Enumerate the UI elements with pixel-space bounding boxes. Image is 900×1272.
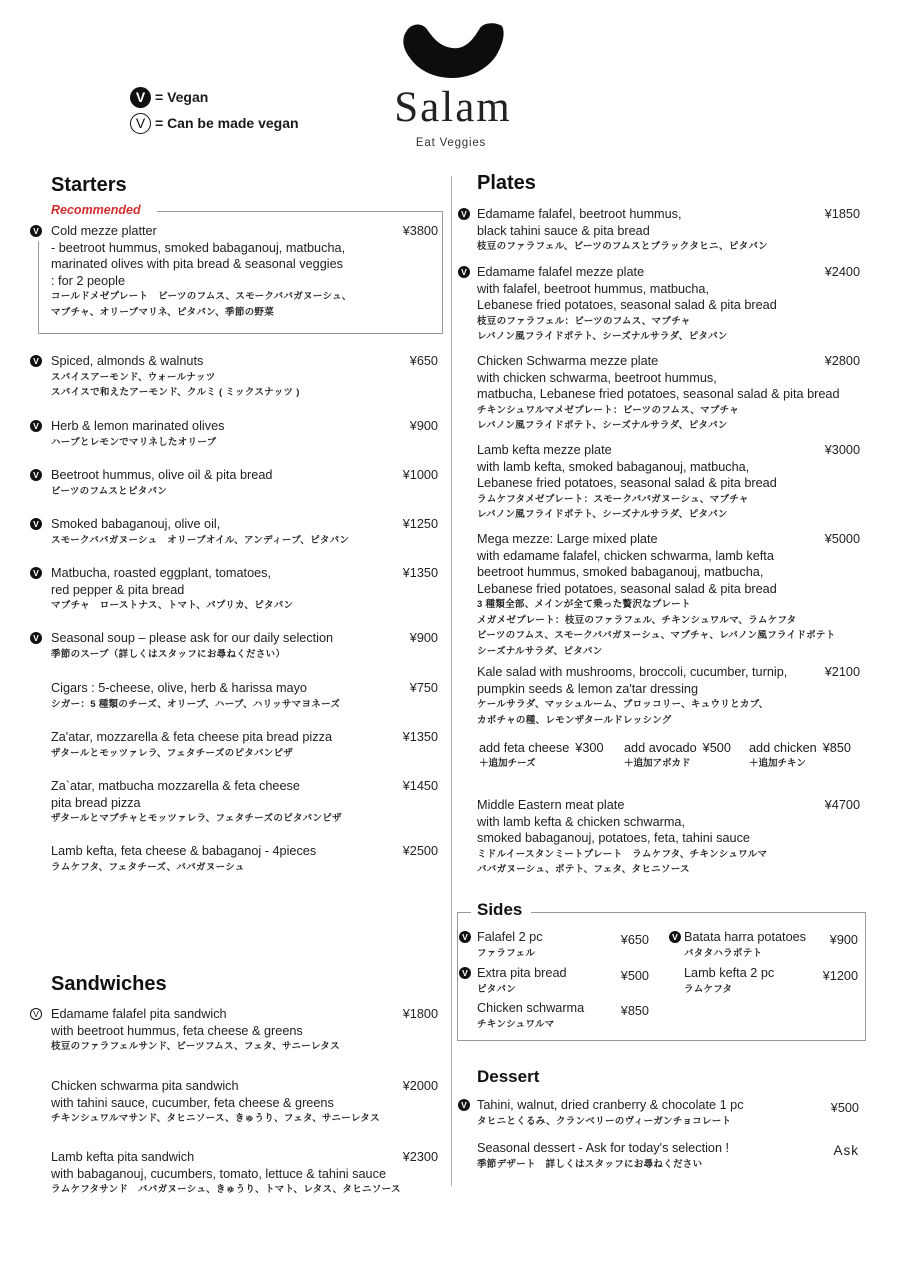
addon-price: ¥300 (575, 741, 604, 755)
item-name: Chicken Schwarma mezze plate (477, 354, 659, 368)
addon-item (479, 740, 604, 771)
item-name: Edamame falafel pita sandwich (51, 1007, 227, 1021)
brand-tagline: Eat Veggies (415, 137, 487, 149)
item-japanese: メガメゼプレート：枝豆のファラフェル、チキンシュワルマ、ラムケフタ (477, 614, 797, 626)
item-price: ¥900 (829, 933, 858, 947)
brush-stroke-smile-icon (398, 20, 508, 82)
vegan-icon: V (458, 1099, 470, 1111)
item-name: Batata harra potatoes (684, 930, 807, 944)
menu-item (33, 516, 438, 548)
legend-vegan (130, 84, 299, 110)
item-name: Lamb kefta pita sandwich (51, 1150, 195, 1164)
item-price: ¥500 (830, 1101, 859, 1115)
menu-item (51, 843, 438, 875)
dessert-title: Dessert (477, 1067, 540, 1086)
vegan-icon: V (30, 632, 42, 644)
item-japanese: スモークババガヌーシュ オリーブオイル、アンディーブ、ピタパン (51, 534, 350, 546)
legend-can-be-vegan (130, 110, 299, 136)
item-name: Edamame falafel mezze plate (477, 265, 645, 279)
item-description: smoked babaganouj, potatoes, feta, tahini sauce (477, 831, 750, 845)
item-japanese: バタタハラポテト (684, 947, 763, 959)
item-japanese: ババガヌーシュ、ポテト、フェタ、タヒニソース (477, 864, 690, 875)
can-be-vegan-icon: V (130, 113, 151, 134)
menu-item (477, 664, 860, 728)
recommended-box-border (38, 241, 39, 334)
item-japanese: マブチャ ローストナス、トマト、パプリカ、ピタパン (51, 600, 294, 611)
vegan-icon: V (458, 208, 470, 220)
item-japanese: ミドルイースタンミートプレート ラムケフタ、チキンシュワルマ (477, 848, 768, 860)
starters-title: Starters (51, 174, 127, 196)
item-description: - beetroot hummus, smoked babaganouj, matbucha, (51, 240, 346, 255)
item-japanese: レバノン風フライドポテト、シーズナルサラダ、ピタパン (477, 331, 728, 342)
item-japanese: ビーツのフムス、スモークババガヌーシュ、マブチャ、レバノン風フライドポテト (477, 630, 836, 641)
item-name: Edamame falafel, beetroot hummus, (477, 207, 682, 221)
item-japanese: ザタールとモッツァレラ、フェタチーズのピタパンピザ (51, 747, 294, 759)
recommended-label: Recommended (51, 203, 141, 217)
menu-item (477, 442, 860, 523)
item-japanese: カボチャの種、レモンザタールドレッシング (477, 714, 672, 726)
menu-item (33, 565, 438, 614)
item-japanese: マブチャ、オリーブマリネ、ピタパン、季節の野菜 (51, 306, 275, 318)
item-japanese: 枝豆のファラフェル、ビーツのフムスとブラックタヒニ、ピタパン (477, 241, 768, 252)
item-japanese: コールドメゼプレート ビーツのフムス、スモークババガヌーシュ、 (51, 291, 352, 302)
addon-price: ¥850 (822, 741, 851, 755)
item-description: with lamb kefta, smoked babaganouj, matbucha, (477, 459, 750, 474)
item-name: Beetroot hummus, olive oil & pita bread (51, 468, 273, 482)
item-description: Lebanese fried potatoes, seasonal salad & pita bread (477, 298, 777, 312)
item-price: ¥2300 (402, 1150, 438, 1164)
addon-name: add chicken (749, 741, 817, 755)
item-name: Chicken schwarma pita sandwich (51, 1079, 239, 1093)
brand-name: Salam (394, 84, 512, 131)
addon-name: add avocado (624, 741, 697, 755)
plates-title: Plates (477, 172, 536, 194)
addon-japanese: ＋追加チキン (749, 758, 806, 769)
column-divider (451, 176, 452, 1186)
vegan-icon: V (30, 355, 42, 367)
menu-item (51, 778, 438, 827)
menu-item (51, 1078, 438, 1127)
item-price: ¥1450 (402, 779, 438, 793)
item-price: ¥2800 (824, 354, 860, 368)
recommended-box-border (157, 211, 443, 212)
vegan-icon: V (30, 225, 42, 237)
item-description: with beetroot hummus, feta cheese & greens (51, 1023, 303, 1038)
sides-title: Sides (477, 900, 523, 919)
vegan-icon: V (30, 567, 42, 579)
addon-japanese: ＋追加チーズ (479, 758, 536, 769)
legend-can-be-vegan-label: = Can be made vegan (155, 115, 299, 131)
item-description: Lebanese fried potatoes, seasonal salad & pita bread (477, 581, 777, 596)
menu-item (51, 1149, 438, 1198)
item-price: ¥1350 (402, 730, 438, 744)
item-name: Herb & lemon marinated olives (51, 419, 225, 433)
addon-price: ¥500 (702, 741, 731, 755)
menu-item (477, 1140, 859, 1172)
item-japanese: 季節デザート 詳しくはスタッフにお尋ねください (477, 1158, 703, 1170)
item-japanese: シーズナルサラダ、ピタパン (477, 645, 603, 657)
side-item (684, 965, 858, 997)
side-item (477, 1000, 649, 1032)
item-japanese: 枝豆のファラフェルサンド、ビーツフムス、フェタ、サニーレタス (51, 1041, 340, 1052)
item-description: beetroot hummus, smoked babaganouj, matbucha, (477, 565, 764, 579)
item-name: Lamb kefta, feta cheese & babaganoj - 4pieces (51, 844, 317, 858)
item-price: ¥5000 (824, 532, 860, 546)
item-japanese: ビーツのフムスとピタパン (51, 485, 168, 497)
item-name: Cold mezze platter (51, 224, 157, 238)
item-name: Matbucha, roasted eggplant, tomatoes, (51, 566, 272, 580)
item-japanese: レバノン風フライドポテト、シーズナルサラダ、ピタパン (477, 509, 728, 520)
item-description: with lamb kefta & chicken schwarma, (477, 814, 686, 829)
addon-name: add feta cheese (479, 741, 570, 755)
item-price: ¥2500 (402, 844, 438, 858)
vegan-icon: V (30, 518, 42, 530)
item-name: Seasonal soup – please ask for our daily selection (51, 631, 334, 645)
item-japanese: ファラフェル (477, 947, 536, 959)
menu-item (33, 630, 438, 662)
sandwiches-title: Sandwiches (51, 973, 167, 995)
menu-item (461, 1097, 859, 1129)
item-description: with chicken schwarma, beetroot hummus, (477, 370, 717, 385)
item-price: ¥4700 (824, 798, 860, 812)
vegan-icon: V (130, 87, 151, 108)
item-name: Cigars : 5-cheese, olive, herb & harissa mayo (51, 681, 307, 695)
item-price: ¥2000 (402, 1079, 438, 1093)
item-japanese: シガー：5 種類のチーズ、オリーブ、ハーブ、ハリッサマヨネーズ (51, 698, 341, 710)
sides-box-border (457, 912, 471, 913)
item-price: ¥750 (409, 681, 438, 695)
menu-item (33, 223, 438, 320)
legend-vegan-label: = Vegan (155, 89, 209, 105)
menu-item (33, 467, 438, 499)
item-japanese: スパイスで和えたアーモンド、クルミ ( ミックスナッツ ) (51, 387, 300, 398)
item-japanese: ハーブとレモンでマリネしたオリーブ (51, 436, 217, 448)
item-japanese: ラムケフタ、フェタチーズ、ババガヌーシュ (51, 861, 245, 873)
item-price: ¥3000 (824, 443, 860, 457)
item-japanese: ラムケフタメゼプレート：スモークババガヌーシュ、マブチャ (477, 493, 749, 505)
item-price: ¥2400 (824, 265, 860, 279)
item-price: ¥1850 (824, 207, 860, 221)
item-price: ¥900 (409, 419, 438, 433)
item-price: ¥1350 (402, 566, 438, 580)
menu-item (33, 1006, 438, 1055)
menu-item (51, 680, 438, 712)
item-japanese: ラムケフタ (684, 983, 733, 995)
item-description: matbucha, Lebanese fried potatoes, seasonal salad & pita bread (477, 387, 840, 401)
can-be-vegan-icon: V (30, 1008, 42, 1020)
item-description: with falafel, beetroot hummus, matbucha, (477, 281, 710, 296)
item-description: : for 2 people (51, 273, 126, 288)
item-price: Ask (833, 1143, 859, 1158)
item-japanese: スパイスアーモンド、ウォールナッツ (51, 371, 216, 383)
addon-japanese: ＋追加アボカド (624, 758, 691, 769)
item-price: ¥650 (409, 354, 438, 368)
item-description: pumpkin seeds & lemon za'tar dressing (477, 681, 699, 696)
item-price: ¥2100 (824, 665, 860, 679)
item-name: Spiced, almonds & walnuts (51, 354, 204, 368)
vegan-icon: V (459, 967, 471, 979)
side-item (462, 929, 649, 961)
item-japanese: ケールサラダ、マッシュルーム、ブロッコリー、キュウリとカブ、 (477, 699, 769, 710)
item-description: Lebanese fried potatoes, seasonal salad & pita bread (477, 476, 777, 490)
item-name: Za`atar, matbucha mozzarella & feta cheese (51, 779, 300, 793)
item-name: Za'atar, mozzarella & feta cheese pita bread pizza (51, 730, 332, 744)
item-name: Lamb kefta mezze plate (477, 443, 612, 457)
item-name: Smoked babaganouj, olive oil, (51, 517, 221, 531)
menu-item (477, 353, 860, 434)
menu-item (477, 531, 860, 659)
item-price: ¥1250 (402, 517, 438, 531)
item-japanese: レバノン風フライドポテト、シーズナルサラダ、ピタパン (477, 420, 728, 431)
vegan-icon: V (30, 469, 42, 481)
item-price: ¥1800 (402, 1007, 438, 1021)
sides-box-border (531, 912, 866, 913)
item-japanese: チキンシュワルマメゼプレート：ビーツのフムス、マブチャ (477, 404, 739, 416)
menu-item (33, 418, 438, 450)
item-japanese: ラムケフタサンド ババガヌーシュ、きゅうり、トマト、レタス、タヒニソース (51, 1184, 401, 1195)
vegan-legend (130, 84, 299, 136)
menu-item (461, 264, 860, 345)
item-price: ¥900 (409, 631, 438, 645)
item-name: Falafel 2 pc (477, 930, 543, 944)
item-name: Lamb kefta 2 pc (684, 966, 775, 980)
item-name: Middle Eastern meat plate (477, 798, 625, 812)
menu-item (33, 353, 438, 401)
item-price: ¥1000 (402, 468, 438, 482)
item-japanese: タヒニとくるみ、クランベリーのヴィーガンチョコレート (477, 1115, 732, 1127)
item-price: ¥3800 (402, 224, 438, 238)
item-japanese: 枝豆のファラフェル：ビーツのフムス、マブチャ (477, 315, 691, 327)
vegan-icon: V (459, 931, 471, 943)
item-description: black tahini sauce & pita bread (477, 223, 650, 238)
item-price: ¥650 (620, 933, 649, 947)
item-japanese: チキンシュワルマ (477, 1018, 555, 1030)
item-japanese: チキンシュワルマサンド、タヒニソース、きゅうり、フェタ、サニーレタス (51, 1113, 380, 1124)
item-japanese: ピタパン (477, 983, 517, 995)
side-item (672, 929, 858, 961)
item-japanese: ザタールとマブチャとモッツァレラ、フェタチーズのピタパンピザ (51, 813, 342, 824)
item-name: Kale salad with mushrooms, broccoli, cucumber, turnip, (477, 665, 788, 679)
item-name: Mega mezze: Large mixed plate (477, 532, 658, 546)
item-description: with babaganouj, cucumbers, tomato, lettuce & tahini sauce (51, 1166, 387, 1181)
item-name: Tahini, walnut, dried cranberry & chocolate 1 pc (477, 1098, 744, 1112)
item-description: with edamame falafel, chicken schwarma, lamb kefta (477, 548, 774, 563)
menu-item (51, 729, 438, 761)
item-description: with tahini sauce, cucumber, feta cheese & greens (51, 1095, 334, 1110)
vegan-icon: V (458, 266, 470, 278)
addon-item (749, 740, 851, 771)
item-name: Chicken schwarma (477, 1001, 585, 1015)
vegan-icon: V (30, 420, 42, 432)
item-price: ¥1200 (822, 969, 858, 983)
item-name: Extra pita bread (477, 966, 567, 980)
addon-item (624, 740, 731, 771)
item-description: pita bread pizza (51, 795, 141, 810)
menu-item (461, 206, 860, 255)
item-name: Seasonal dessert - Ask for today's selection ! (477, 1141, 730, 1155)
vegan-icon: V (669, 931, 681, 943)
item-description: marinated olives with pita bread & seasonal veggies (51, 257, 343, 271)
item-japanese: 3 種類全部、メインが全て乗った贅沢なプレート (477, 599, 691, 610)
item-price: ¥850 (620, 1004, 649, 1018)
item-price: ¥500 (620, 969, 649, 983)
item-japanese: 季節のスープ（詳しくはスタッフにお尋ねください） (51, 648, 286, 660)
side-item (462, 965, 649, 997)
menu-item (477, 797, 860, 878)
item-description: red pepper & pita bread (51, 582, 185, 597)
